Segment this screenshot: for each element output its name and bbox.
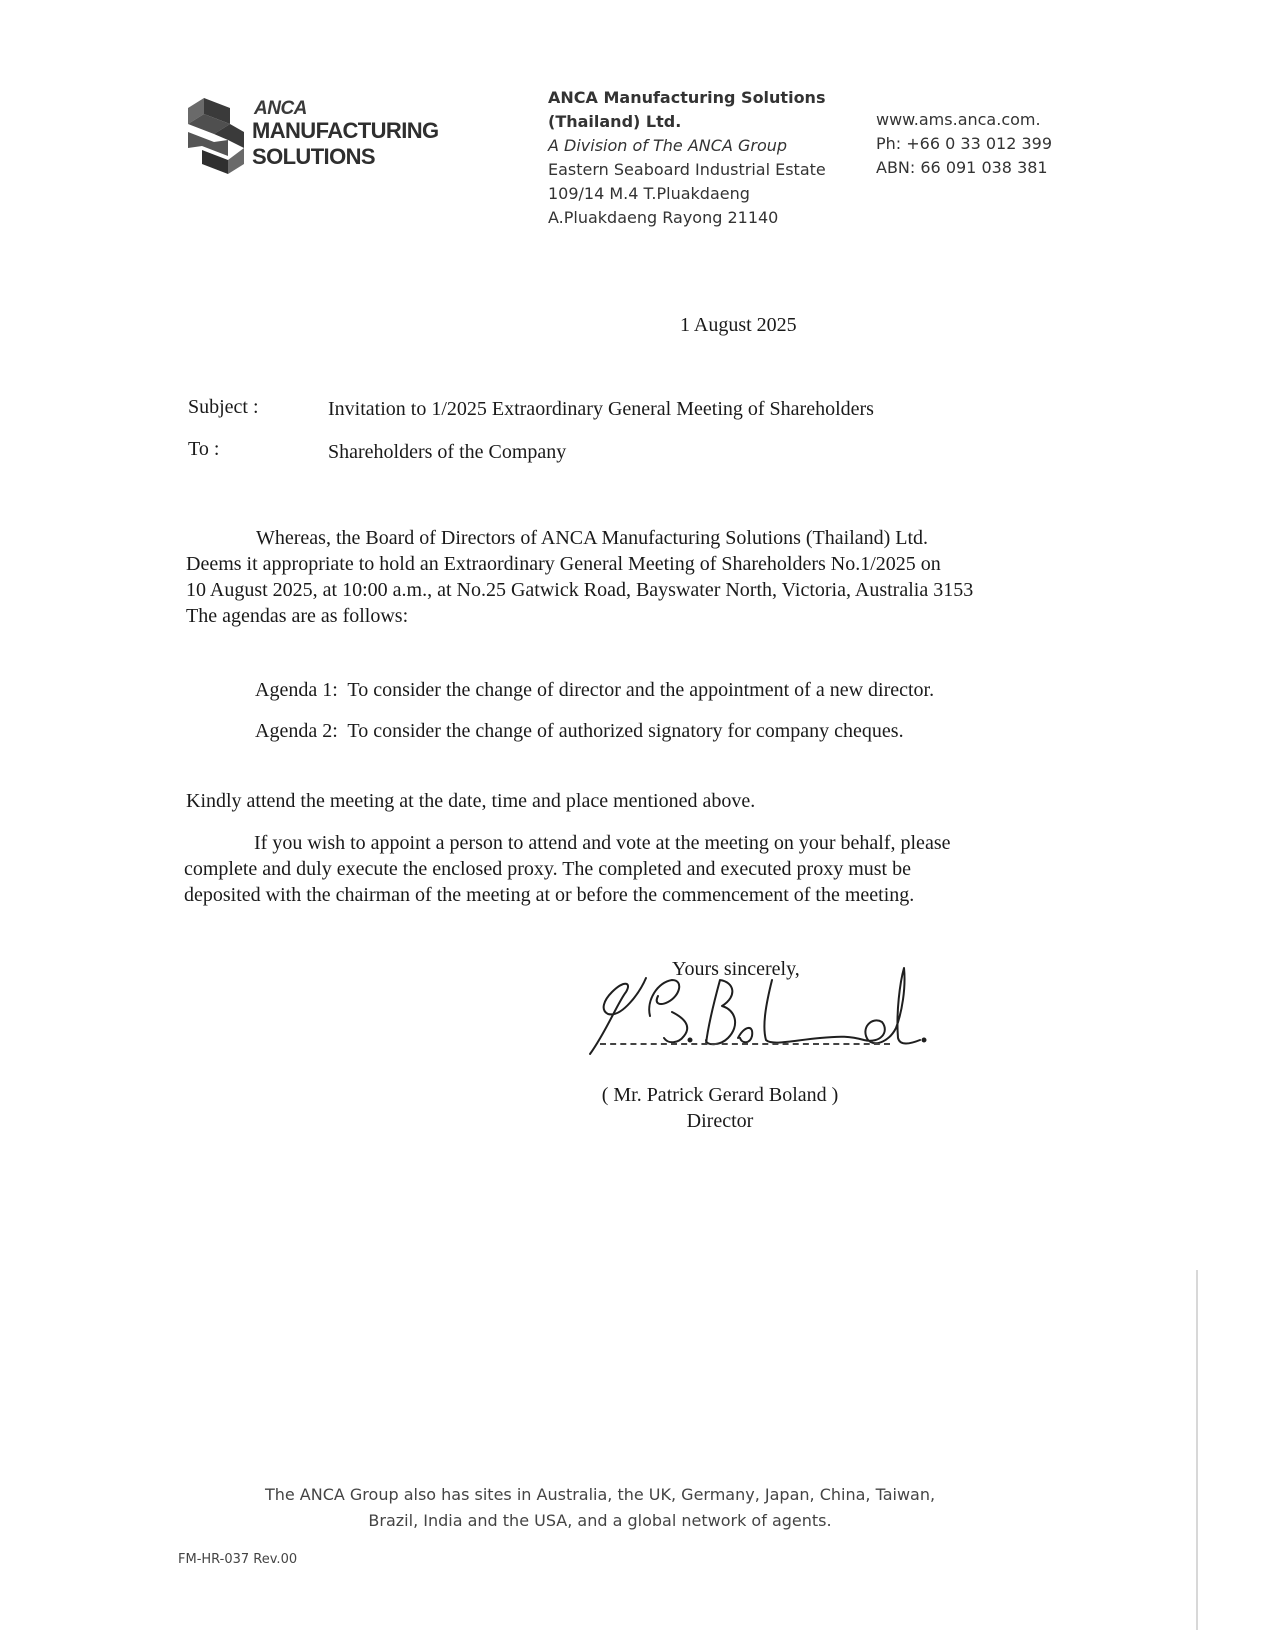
form-code: FM-HR-037 Rev.00 (178, 1552, 298, 1567)
phone: Ph: +66 0 33 012 399 (876, 134, 1052, 153)
company-logo (188, 98, 448, 178)
proxy-line: If you wish to appoint a person to attend and vote at the meeting on your behalf, please (254, 832, 951, 854)
intro-line: Whereas, the Board of Directors of ANCA Manufacturing Solutions (Thailand) Ltd. (256, 527, 929, 549)
signature-line (600, 1043, 890, 1047)
address-line-1: Eastern Seaboard Industrial Estate (548, 160, 826, 179)
proxy-line: complete and duly execute the enclosed proxy. The completed and executed proxy must be (184, 858, 911, 880)
subject-label: Subject : (188, 396, 259, 418)
to-label: To : (188, 438, 220, 460)
signer-title: Director (686, 1110, 754, 1132)
subject-text: Invitation to 1/2025 Extraordinary General Meeting of Shareholders (328, 398, 874, 420)
address-line-2: 109/14 M.4 T.Pluakdaeng (548, 184, 750, 203)
scan-edge-divider (1196, 1270, 1198, 1630)
proxy-line: deposited with the chairman of the meeting at or before the commencement of the meeting. (184, 884, 915, 906)
company-name: ANCA Manufacturing Solutions (548, 88, 826, 107)
footer-line-2: Brazil, India and the USA, and a global network of agents. (368, 1511, 832, 1530)
logo-line-2: SOLUTIONS (252, 144, 375, 169)
footer-note (240, 1482, 960, 1534)
website: www.ams.anca.com. (876, 110, 1041, 129)
address-line-3: A.Pluakdaeng Rayong 21140 (548, 208, 779, 227)
division-line: A Division of The ANCA Group (548, 136, 788, 155)
to-text: Shareholders of the Company (328, 441, 567, 463)
intro-paragraph (186, 525, 1086, 629)
signer-name: ( Mr. Patrick Gerard Boland ) (601, 1084, 839, 1106)
company-address (548, 86, 848, 230)
intro-line: Deems it appropriate to hold an Extraordinary General Meeting of Shareholders No.1/2025 on (186, 553, 941, 575)
intro-line: The agendas are as follows: (186, 605, 409, 627)
agenda-item-1: Agenda 1: To consider the change of director and the appointment of a new director. (255, 679, 935, 701)
company-contacts (876, 108, 1052, 180)
closing: Yours sincerely, (672, 958, 800, 980)
logo-brand: ANCA (254, 98, 307, 119)
letter-date: 1 August 2025 (680, 314, 797, 336)
abn: ABN: 66 091 038 381 (876, 158, 1048, 177)
agenda-item-2: Agenda 2: To consider the change of authorized signatory for company cheques. (255, 720, 904, 742)
logo-mark-icon (188, 98, 244, 174)
proxy-paragraph (184, 830, 950, 908)
company-suffix: (Thailand) Ltd. (548, 112, 682, 131)
intro-line: 10 August 2025, at 10:00 a.m., at No.25 Gatwick Road, Bayswater North, Victoria, Australia 3153 (186, 579, 974, 601)
footer-line-1: The ANCA Group also has sites in Australia, the UK, Germany, Japan, China, Taiwan, (264, 1485, 936, 1504)
attend-sentence: Kindly attend the meeting at the date, time and place mentioned above. (186, 790, 756, 812)
logo-line-1: MANUFACTURING (252, 118, 439, 143)
